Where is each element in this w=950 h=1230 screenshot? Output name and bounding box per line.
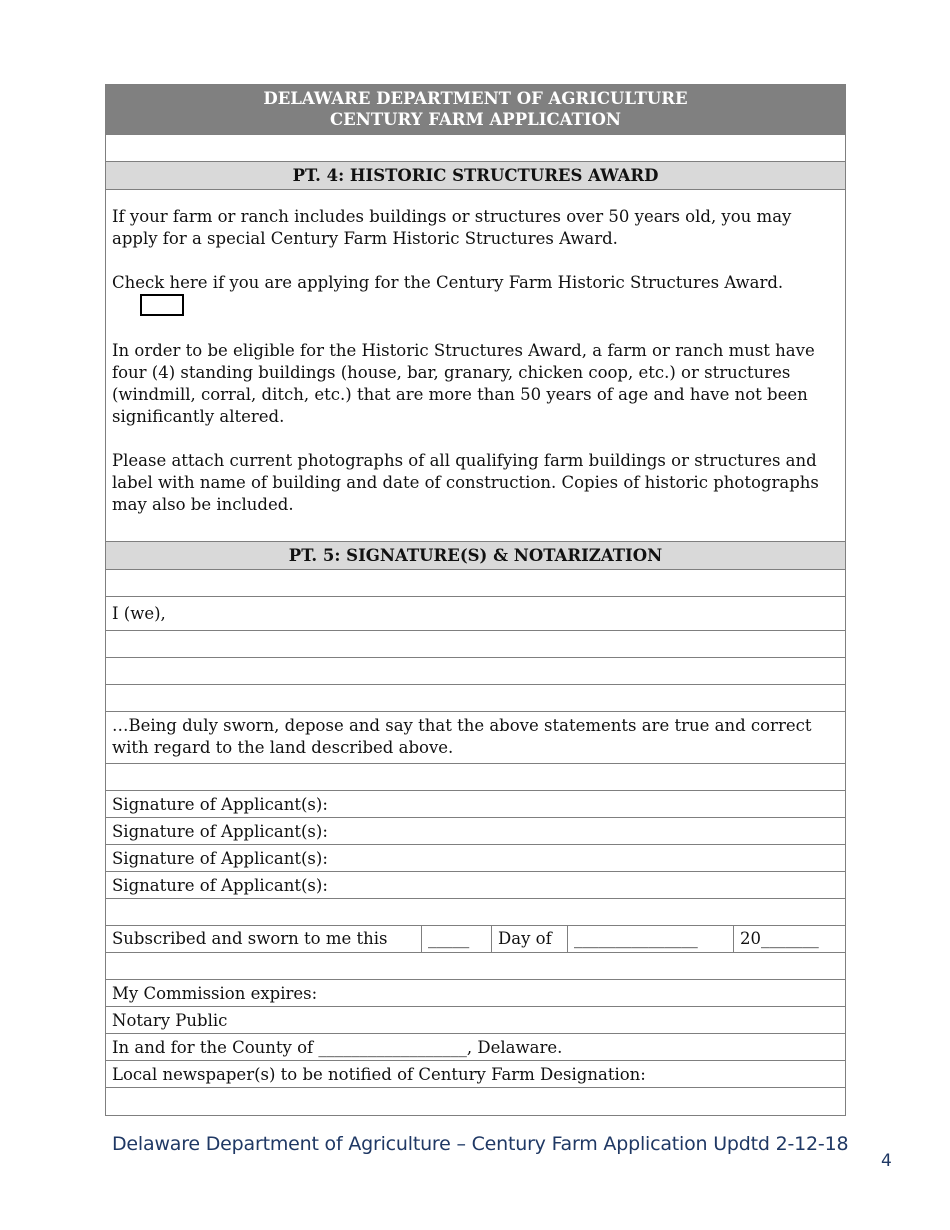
form-header <box>106 85 845 135</box>
form-header-line2: CENTURY FARM APPLICATION <box>330 110 621 129</box>
spacer-row <box>106 953 845 980</box>
part5-title: PT. 5: SIGNATURE(S) & NOTARIZATION <box>106 542 845 570</box>
i-we-field[interactable]: I (we), <box>106 597 845 631</box>
spacer-row[interactable] <box>106 570 845 597</box>
spacer-row <box>106 764 845 791</box>
page-number: 4 <box>881 1151 892 1171</box>
name-line[interactable] <box>106 658 845 685</box>
application-form <box>105 84 846 1116</box>
form-header-line1: DELAWARE DEPARTMENT OF AGRICULTURE <box>263 89 688 108</box>
county-field[interactable]: In and for the County of __________________, Delaware. <box>106 1034 845 1061</box>
sworn-label: Subscribed and sworn to me this <box>106 926 422 952</box>
signature-line[interactable]: Signature of Applicant(s): <box>106 791 845 818</box>
page-footer: Delaware Department of Agriculture – Century Farm Application Updtd 2-12-18 <box>112 1133 849 1155</box>
name-line[interactable] <box>106 685 845 712</box>
part4-title: PT. 4: HISTORIC STRUCTURES AWARD <box>106 162 845 190</box>
sworn-date-row <box>106 926 845 953</box>
signature-line[interactable]: Signature of Applicant(s): <box>106 845 845 872</box>
part4-intro: If your farm or ranch includes buildings or structures over 50 years old, you may apply for a special Century Farm Historic Structures Award. <box>112 207 792 248</box>
part4-eligibility: In order to be eligible for the Historic Structures Award, a farm or ranch must have four (4) standing buildings (house, bar, granary, chicken coop, etc.) or structures (windmill, corral, ditch, etc.) that are more than 50 years of age and have not been significantly altered. <box>112 341 815 426</box>
part4-check-prompt: Check here if you are applying for the Century Farm Historic Structures Award. <box>112 273 784 292</box>
spacer-row <box>106 135 845 162</box>
historic-structures-checkbox[interactable] <box>140 294 184 316</box>
sworn-month-field[interactable]: _______________ <box>568 926 734 952</box>
newspaper-field[interactable]: Local newspaper(s) to be notified of Century Farm Designation: <box>106 1061 845 1088</box>
day-of-label: Day of <box>492 926 568 952</box>
signature-line[interactable]: Signature of Applicant(s): <box>106 818 845 845</box>
oath-statement: …Being duly sworn, depose and say that the above statements are true and correct with regard to the land described above. <box>106 712 845 764</box>
part4-photos: Please attach current photographs of all qualifying farm buildings or structures and label with name of building and date of construction. Copies of historic photographs may also be included. <box>112 451 819 514</box>
commission-expires-field[interactable]: My Commission expires: <box>106 980 845 1007</box>
spacer-row <box>106 899 845 926</box>
sworn-day-field[interactable]: _____ <box>422 926 492 952</box>
notary-public-field[interactable]: Notary Public <box>106 1007 845 1034</box>
signature-line[interactable]: Signature of Applicant(s): <box>106 872 845 899</box>
sworn-year-field[interactable]: 20_______ <box>740 929 819 948</box>
part4-body <box>106 190 845 542</box>
newspaper-entry-line[interactable] <box>106 1088 845 1115</box>
part4-check-paragraph <box>112 272 839 318</box>
name-line[interactable] <box>106 631 845 658</box>
